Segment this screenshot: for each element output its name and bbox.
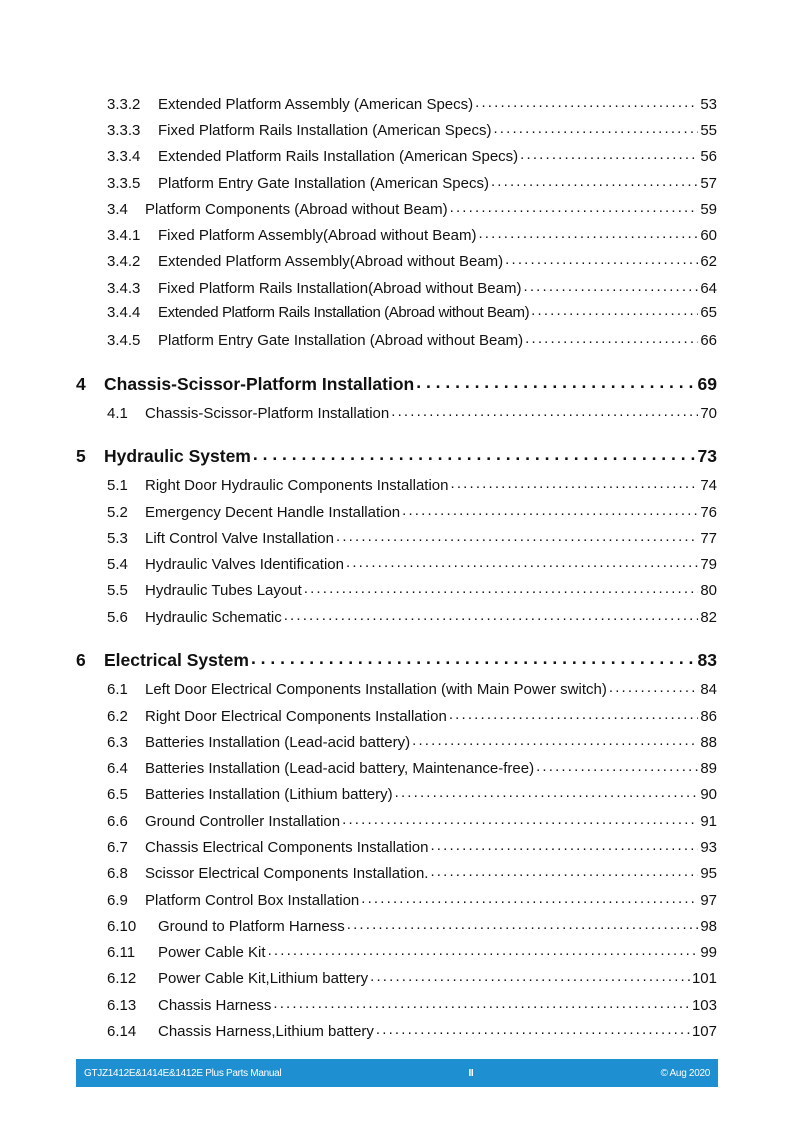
entry-page: 57: [700, 175, 717, 192]
toc-entry-6-5[interactable]: [107, 784, 717, 803]
chapter-number: 5: [76, 445, 86, 466]
dot-leader: [449, 706, 699, 721]
entry-page: 60: [700, 227, 717, 244]
toc-entry-6-1[interactable]: [107, 679, 717, 698]
toc-entry-3-3-2[interactable]: [107, 94, 717, 113]
entry-page: 84: [700, 681, 717, 698]
entry-page: 62: [700, 253, 717, 270]
toc-entry-6-12[interactable]: [107, 968, 717, 987]
entry-number: 3.4.3: [107, 280, 141, 297]
entry-number: 6.12: [107, 970, 137, 987]
entry-page: 97: [700, 892, 717, 909]
toc-entry-5-4[interactable]: [107, 554, 717, 573]
toc-entry-6-14[interactable]: [107, 1021, 717, 1040]
page-footer: [76, 1059, 718, 1087]
dot-leader: [370, 968, 690, 983]
toc-entry-5-2[interactable]: [107, 502, 717, 521]
dot-leader: [284, 607, 699, 622]
entry-page: 103: [691, 997, 717, 1014]
toc-entry-6-9[interactable]: [107, 890, 717, 909]
chapter-number: 4: [76, 373, 86, 394]
entry-title: Ground Controller Installation: [145, 813, 341, 830]
toc-entry-6-4[interactable]: [107, 758, 717, 777]
entry-number: 6.8: [107, 865, 128, 882]
entry-title: Power Cable Kit: [158, 944, 266, 961]
entry-number: 4.1: [107, 405, 128, 422]
dot-leader: [412, 732, 698, 747]
entry-number: 6.4: [107, 760, 128, 777]
toc-entry-3-4-1[interactable]: [107, 225, 717, 244]
entry-title: Extended Platform Assembly (American Specs): [158, 96, 474, 113]
entry-number: 5.6: [107, 609, 128, 626]
entry-page: 89: [700, 760, 717, 777]
entry-number: 3.4.4: [107, 304, 141, 321]
toc-entry-5-6[interactable]: [107, 607, 717, 626]
entry-page: 80: [700, 582, 717, 599]
entry-page: 95: [700, 865, 717, 882]
entry-page: 66: [700, 332, 717, 349]
toc-chapter-5[interactable]: [76, 444, 717, 467]
dot-leader: [491, 173, 698, 188]
toc-entry-6-10[interactable]: [107, 916, 717, 935]
toc-entry-5-5[interactable]: [107, 580, 717, 599]
toc-entry-3-3-5[interactable]: [107, 173, 717, 192]
entry-number: 6.6: [107, 813, 128, 830]
toc-entry-3-4-4[interactable]: [107, 302, 717, 321]
dot-leader: [520, 146, 698, 161]
entry-page: 65: [700, 304, 717, 321]
entry-title: Emergency Decent Handle Installation: [145, 504, 401, 521]
entry-page: 98: [700, 918, 717, 935]
chapter-title: Chassis-Scissor-Platform Installation: [104, 373, 415, 394]
entry-number: 3.4.1: [107, 227, 141, 244]
entry-title: Chassis Electrical Components Installation: [145, 839, 429, 856]
entry-page: 79: [700, 556, 717, 573]
dot-leader: [273, 995, 690, 1010]
entry-number: 5.4: [107, 556, 128, 573]
chapter-number: 6: [76, 649, 86, 670]
entry-title: Hydraulic Tubes Layout: [145, 582, 302, 599]
chapter-page: 83: [697, 649, 717, 670]
toc-entry-5-3[interactable]: [107, 528, 717, 547]
toc-entry-6-7[interactable]: [107, 837, 717, 856]
entry-page: 86: [700, 708, 717, 725]
entry-title: Fixed Platform Rails Installation (American Specs): [158, 122, 492, 139]
entry-number: 6.9: [107, 892, 128, 909]
dot-leader: [450, 199, 699, 214]
dot-leader: [361, 890, 698, 905]
entry-number: 6.5: [107, 786, 128, 803]
dot-leader: [304, 580, 699, 595]
entry-title: Hydraulic Schematic: [145, 609, 282, 626]
copyright: © Aug 2020: [660, 1067, 710, 1079]
dot-leader: [536, 758, 698, 773]
dot-leader: [342, 811, 698, 826]
entry-number: 3.3.2: [107, 96, 141, 113]
entry-page: 101: [691, 970, 717, 987]
dot-leader: [493, 120, 698, 135]
toc-entry-3-4[interactable]: [107, 199, 717, 218]
entry-number: 5.5: [107, 582, 128, 599]
entry-page: 74: [700, 477, 717, 494]
entry-number: 3.3.4: [107, 148, 141, 165]
entry-title: Platform Entry Gate Installation (American Specs): [158, 175, 489, 192]
dot-leader: [253, 444, 696, 462]
entry-title: Chassis Harness: [158, 997, 272, 1014]
entry-title: Lift Control Valve Installation: [145, 530, 334, 547]
toc-entry-6-11[interactable]: [107, 942, 717, 961]
entry-number: 5.2: [107, 504, 128, 521]
dot-leader: [450, 475, 698, 490]
dot-leader: [524, 278, 699, 293]
entry-page: 53: [700, 96, 717, 113]
dot-leader: [531, 302, 698, 317]
entry-number: 6.1: [107, 681, 128, 698]
toc-entry-3-3-4[interactable]: [107, 146, 717, 165]
entry-number: 5.1: [107, 477, 128, 494]
entry-title: Fixed Platform Assembly(Abroad without Beam): [158, 227, 477, 244]
entry-page: 70: [700, 405, 717, 422]
chapter-title: Hydraulic System: [104, 445, 251, 466]
entry-page: 88: [700, 734, 717, 751]
dot-leader: [336, 528, 698, 543]
chapter-title: Electrical System: [104, 649, 249, 670]
dot-leader: [346, 554, 698, 569]
entry-page: 76: [700, 504, 717, 521]
dot-leader: [402, 502, 698, 517]
entry-number: 3.3.3: [107, 122, 141, 139]
entry-title: Extended Platform Rails Installation (Abroad without Beam): [158, 304, 530, 321]
entry-number: 3.3.5: [107, 175, 141, 192]
toc-entry-6-8[interactable]: [107, 863, 717, 882]
entry-number: 6.13: [107, 997, 137, 1014]
toc-entry-3-4-5[interactable]: [107, 330, 717, 349]
entry-title: Power Cable Kit,Lithium battery: [158, 970, 369, 987]
entry-title: Batteries Installation (Lead-acid battery, Maintenance-free): [145, 760, 535, 777]
entry-title: Chassis-Scissor-Platform Installation: [145, 405, 390, 422]
toc-entry-3-3-3[interactable]: [107, 120, 717, 139]
chapter-page: 73: [697, 445, 717, 466]
toc-entry-6-13[interactable]: [107, 995, 717, 1014]
entry-title: Right Door Hydraulic Components Installation: [145, 477, 449, 494]
toc-entry-4-1[interactable]: [107, 403, 717, 422]
entry-number: 3.4.5: [107, 332, 141, 349]
entry-page: 91: [700, 813, 717, 830]
toc-chapter-4[interactable]: [76, 372, 717, 395]
dot-leader: [376, 1021, 690, 1036]
entry-title: Extended Platform Rails Installation (American Specs): [158, 148, 519, 165]
dot-leader: [525, 330, 698, 345]
entry-title: Batteries Installation (Lead-acid battery): [145, 734, 411, 751]
entry-page: 56: [700, 148, 717, 165]
entry-number: 6.10: [107, 918, 137, 935]
toc-entry-6-2[interactable]: [107, 706, 717, 725]
entry-page: 93: [700, 839, 717, 856]
toc-entry-3-4-2[interactable]: [107, 251, 717, 270]
chapter-page: 69: [697, 373, 717, 394]
entry-page: 82: [700, 609, 717, 626]
dot-leader: [391, 403, 698, 418]
entry-title: Right Door Electrical Components Installation: [145, 708, 447, 725]
dot-leader: [395, 784, 699, 799]
entry-number: 3.4.2: [107, 253, 141, 270]
dot-leader: [609, 679, 698, 694]
entry-number: 6.2: [107, 708, 128, 725]
entry-title: Platform Control Box Installation: [145, 892, 360, 909]
entry-number: 6.7: [107, 839, 128, 856]
entry-page: 90: [700, 786, 717, 803]
entry-page: 99: [700, 944, 717, 961]
entry-title: Left Door Electrical Components Installation (with Main Power switch): [145, 681, 607, 698]
entry-title: Platform Components (Abroad without Beam): [145, 201, 448, 218]
entry-title: Extended Platform Assembly(Abroad without Beam): [158, 253, 504, 270]
entry-page: 55: [700, 122, 717, 139]
page-number: II: [468, 1067, 474, 1079]
dot-leader: [430, 863, 698, 878]
dot-leader: [430, 837, 698, 852]
dot-leader: [478, 225, 698, 240]
toc-entry-3-4-3[interactable]: [107, 278, 717, 297]
entry-title: Scissor Electrical Components Installation.: [145, 865, 429, 882]
dot-leader: [268, 942, 699, 957]
dot-leader: [475, 94, 698, 109]
entry-title: Chassis Harness,Lithium battery: [158, 1023, 374, 1040]
entry-title: Fixed Platform Rails Installation(Abroad without Beam): [158, 280, 522, 297]
entry-number: 5.3: [107, 530, 128, 547]
entry-title: Ground to Platform Harness: [158, 918, 345, 935]
toc-chapter-6[interactable]: [76, 648, 717, 671]
manual-title: GTJZ1412E&1414E&1412E Plus Parts Manual: [84, 1067, 282, 1079]
dot-leader: [505, 251, 698, 266]
toc-entry-6-3[interactable]: [107, 732, 717, 751]
toc-entry-5-1[interactable]: [107, 475, 717, 494]
entry-number: 6.14: [107, 1023, 137, 1040]
entry-page: 107: [691, 1023, 717, 1040]
dot-leader: [347, 916, 699, 931]
entry-page: 77: [700, 530, 717, 547]
dot-leader: [416, 372, 695, 390]
toc-entry-6-6[interactable]: [107, 811, 717, 830]
entry-title: Hydraulic Valves Identification: [145, 556, 344, 573]
entry-title: Platform Entry Gate Installation (Abroad without Beam): [158, 332, 524, 349]
entry-page: 64: [700, 280, 717, 297]
entry-number: 6.11: [107, 944, 136, 961]
entry-page: 59: [700, 201, 717, 218]
entry-number: 6.3: [107, 734, 128, 751]
dot-leader: [251, 648, 696, 666]
entry-number: 3.4: [107, 201, 128, 218]
entry-title: Batteries Installation (Lithium battery): [145, 786, 393, 803]
